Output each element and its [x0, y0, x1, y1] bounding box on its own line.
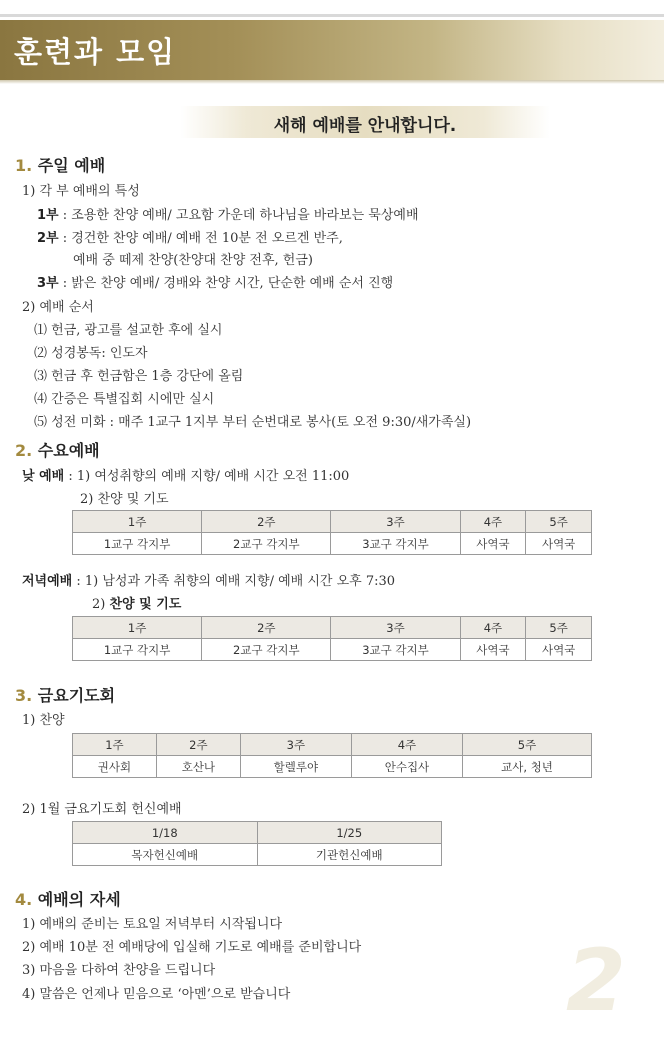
table-cell: 3주	[331, 511, 460, 533]
table-cell: 1교구 각지부	[73, 639, 202, 661]
day-service-line	[22, 465, 349, 484]
table-cell: 2교구 각지부	[202, 639, 331, 661]
table-header-row	[73, 734, 592, 756]
section-3-heading	[15, 683, 115, 706]
table-row	[73, 844, 442, 866]
section-3-sub2: 2) 1월 금요기도회 헌신예배	[22, 802, 182, 817]
section-1-heading	[15, 153, 105, 176]
section-2-title: 수요예배	[37, 441, 100, 460]
table-cell: 3교구 각지부	[331, 533, 460, 555]
table-cell: 기관헌신예배	[257, 844, 442, 866]
evening-service-text: : 1) 남성과 가족 취향의 예배 지향/ 예배 시간 오후 7:30	[72, 574, 396, 589]
table-cell: 1주	[73, 617, 202, 639]
table-cell: 1/25	[257, 822, 442, 844]
table-cell: 2주	[202, 511, 331, 533]
evening-service-sub-bold: 찬양 및 기도	[109, 597, 182, 612]
service-3-label: 3부	[37, 276, 59, 291]
service-2-text: : 경건한 찬양 예배/ 예배 전 10분 전 오르겐 반주,	[58, 231, 343, 246]
table-cell: 3주	[240, 734, 351, 756]
section-4-number: 4.	[15, 890, 33, 909]
table-cell: 4주	[351, 734, 462, 756]
table-header-row	[73, 511, 592, 533]
service-3	[37, 272, 393, 291]
section-2-heading	[15, 438, 100, 461]
day-service-label: 낮 예배	[22, 469, 65, 484]
section-3-sub1: 1) 찬양	[22, 713, 65, 728]
service-2-label: 2부	[37, 231, 59, 246]
top-divider	[0, 14, 664, 17]
table-cell: 1주	[73, 734, 157, 756]
section-2-number: 2.	[15, 441, 33, 460]
evening-service-sub-prefix: 2)	[92, 597, 110, 612]
page-subtitle: 새해 예배를 안내합니다.	[273, 116, 457, 136]
table-row	[73, 533, 592, 555]
section-4-heading	[15, 887, 121, 910]
table-cell: 2주	[156, 734, 240, 756]
praise-table	[72, 733, 592, 778]
table-cell: 5주	[526, 617, 592, 639]
table-cell: 5주	[463, 734, 592, 756]
evening-service-label: 저녁예배	[22, 574, 73, 589]
table-cell: 교사, 청년	[463, 756, 592, 778]
day-service-text: : 1) 여성취향의 예배 지향/ 예배 시간 오전 11:00	[64, 469, 350, 484]
service-2	[37, 227, 343, 246]
section-4-title: 예배의 자세	[37, 890, 121, 909]
page-title: 훈련과 모임	[14, 35, 177, 69]
table-header-row	[73, 617, 592, 639]
table-cell: 사역국	[460, 533, 526, 555]
section-3-title: 금요기도회	[37, 686, 116, 705]
table-row	[73, 756, 592, 778]
table-cell: 4주	[460, 617, 526, 639]
page-number: 2	[566, 931, 626, 1031]
service-3-text: : 밝은 찬양 예배/ 경배와 찬양 시간, 단순한 예배 순서 진행	[58, 276, 394, 291]
table-cell: 2주	[202, 617, 331, 639]
list-item: 4) 말씀은 언제나 믿음으로 ‘아멘’으로 받습니다	[22, 987, 291, 1002]
table-cell: 1주	[73, 511, 202, 533]
list-item: 3) 마음을 다하여 찬양을 드립니다	[22, 963, 216, 978]
table-cell: 1교구 각지부	[73, 533, 202, 555]
service-1-label: 1부	[37, 208, 59, 223]
section-3-number: 3.	[15, 686, 33, 705]
section-1-title: 주일 예배	[37, 156, 106, 175]
table-cell: 사역국	[526, 639, 592, 661]
table-cell: 호산나	[156, 756, 240, 778]
order-item: ⑶ 헌금 후 헌금함은 1층 강단에 올림	[34, 369, 244, 384]
order-item: ⑷ 간증은 특별집회 시에만 실시	[34, 392, 215, 407]
table-cell: 2교구 각지부	[202, 533, 331, 555]
dedication-table	[72, 821, 442, 866]
banner-shadow	[0, 80, 664, 84]
table-cell: 목자헌신예배	[73, 844, 258, 866]
table-cell: 사역국	[460, 639, 526, 661]
list-item: 1) 예배의 준비는 토요일 저녁부터 시작됩니다	[22, 917, 283, 932]
table-cell: 5주	[526, 511, 592, 533]
section-1-sub1: 1) 각 부 예배의 특성	[22, 184, 140, 199]
day-service-table	[72, 510, 592, 555]
order-item: ⑵ 성경봉독: 인도자	[34, 346, 148, 361]
table-cell: 3주	[331, 617, 460, 639]
order-item: ⑴ 헌금, 광고를 설교한 후에 실시	[34, 323, 223, 338]
table-cell: 할렐루야	[240, 756, 351, 778]
order-item: ⑸ 성전 미화 : 매주 1교구 1지부 부터 순번대로 봉사(토 오전 9:30/새가족실)	[34, 415, 472, 430]
service-1	[37, 204, 419, 223]
section-1-sub2: 2) 예배 순서	[22, 300, 94, 315]
table-cell: 1/18	[73, 822, 258, 844]
table-cell: 권사회	[73, 756, 157, 778]
table-header-row	[73, 822, 442, 844]
list-item: 2) 예배 10분 전 예배당에 입실해 기도로 예배를 준비합니다	[22, 940, 362, 955]
table-cell: 사역국	[526, 533, 592, 555]
evening-service-table	[72, 616, 592, 661]
section-1-number: 1.	[15, 156, 33, 175]
table-cell: 안수집사	[351, 756, 462, 778]
service-1-text: : 조용한 찬양 예배/ 고요함 가운데 하나님을 바라보는 묵상예배	[58, 208, 419, 223]
table-cell: 3교구 각지부	[331, 639, 460, 661]
service-2-continued: 예배 중 떼제 찬양(찬양대 찬양 전후, 헌금)	[73, 253, 313, 268]
evening-service-sub	[92, 593, 181, 612]
evening-service-line	[22, 570, 395, 589]
day-service-sub: 2) 찬양 및 기도	[80, 492, 169, 507]
table-row	[73, 639, 592, 661]
table-cell: 4주	[460, 511, 526, 533]
